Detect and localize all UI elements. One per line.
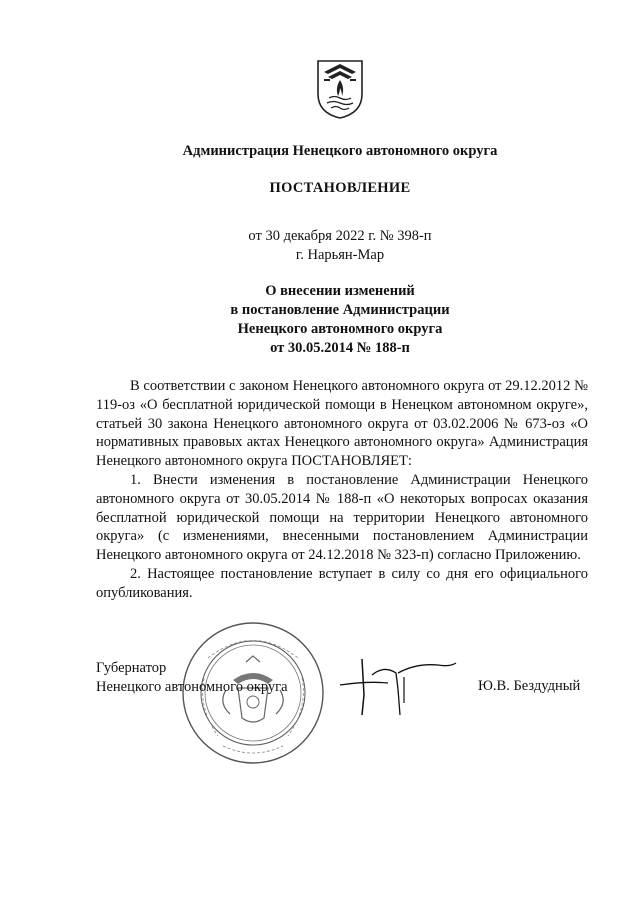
subject-line: от 30.05.2014 № 188-п [270,340,410,356]
body-paragraph: В соответствии с законом Ненецкого автономного округа от 29.12.2012 № 119-оз «О бесплатной юридической помощи в Ненецком автономном округе», статьей 30 закона Ненецкого автономного округа от 03.02.2006 № 673-оз «О нормативных правовых актах Ненецкого автономного округа» Администрация Ненецкого автономного округа ПОСТАНОВЛЯЕТ: [96,378,588,470]
coat-of-arms-icon [315,58,365,120]
document-type: ПОСТАНОВЛЕНИЕ [269,180,411,196]
signatory-title-line: Губернатор [96,660,167,676]
signatory-name: Ю.В. Бездудный [478,678,581,694]
signatory-title-line: Ненецкого автономного округа [96,679,288,695]
handwritten-signature-icon [338,655,458,725]
document-subject [0,282,640,358]
body-paragraph: 1. Внести изменения в постановление Администрации Ненецкого автономного округа от 30.05.2014 № 188-п «О некоторых вопросах оказания бесплатной юридической помощи на территории Ненецкого автономного округа» (с изменениями, внесенными постановлением Администрации Ненецкого автономного округа от 24.12.2018 № 323-п) согласно Приложению. [96,471,588,564]
subject-line: Ненецкого автономного округа [237,321,443,337]
document-body [96,377,588,603]
document-date-number: от 30 декабря 2022 г. № 398-п [248,228,432,244]
subject-line: О внесении изменений [265,283,415,299]
document-city: г. Нарьян-Мар [295,247,385,263]
organization-name: Администрация Ненецкого автономного округа [182,143,498,159]
body-paragraph: 2. Настоящее постановление вступает в силу со дня его официального опубликования. [96,565,588,601]
subject-line: в постановление Администрации [230,302,450,318]
signatory-title [96,659,288,697]
